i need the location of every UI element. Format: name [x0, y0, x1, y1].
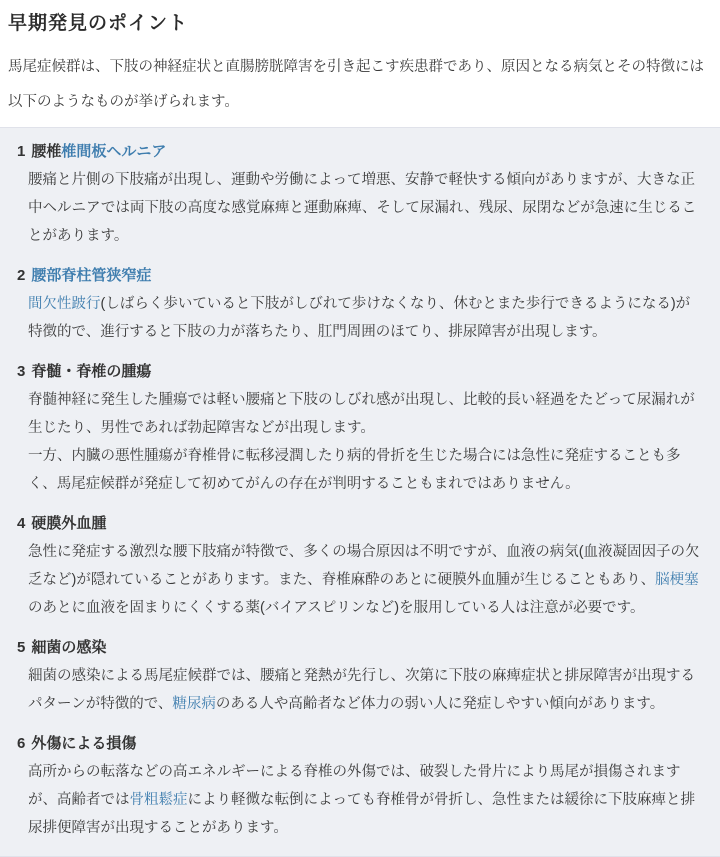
paragraph-text: 腰痛と片側の下肢痛が出現し、運動や労働によって増悪、安静で軽快する傾向がありますが、大きな正中ヘルニアでは両下肢の高度な感覚麻痺と運動麻痺、そして尿漏れ、残尿、尿閉などが急速に生じることがあります。 [28, 172, 697, 244]
paragraph-text: 高所からの転落などの高エネルギーによる脊椎の外傷では、破裂した骨片により馬尾が損傷されますが、高齢者では [28, 764, 681, 808]
cause-title: 細菌の感染 [31, 639, 107, 656]
cause-title-link[interactable]: 腰部脊柱管狭窄症 [31, 267, 152, 284]
cause-number: 4 [17, 515, 26, 532]
inline-link[interactable]: 骨粗鬆症 [129, 792, 188, 808]
cause-heading [17, 138, 704, 166]
cause-heading [17, 730, 704, 758]
cause-body [17, 290, 704, 346]
cause-body [17, 386, 704, 498]
paragraph-text: 細菌の感染による馬尾症候群では、腰痛と発熱が先行し、次第に下肢の麻痺症状と排尿障害が出現するパターンが特徴的で、 [28, 668, 695, 712]
paragraph-text: 脊髄神経に発生した腫瘍では軽い腰痛と下肢のしびれ感が出現し、比較的長い経過をたどって尿漏れが生じたり、男性であれば勃起障害などが出現します。 [28, 392, 695, 436]
cause-number: 3 [17, 363, 26, 380]
cause-heading [17, 358, 704, 386]
paragraph-text: (しばらく歩いていると下肢がしびれて歩けなくなり、休むとまた歩行できるようになる)が特徴的で、進行すると下肢の力が落ちたり、肛門周囲のほてり、排尿障害が出現します。 [28, 296, 691, 340]
cause-title: 外傷による損傷 [31, 735, 137, 752]
intro-paragraph: 馬尾症候群は、下肢の神経症状と直腸膀胱障害を引き起こす疾患群であり、原因となる病気とその特徴には以下のようなものが挙げられます。 [8, 59, 704, 110]
cause-number: 2 [17, 267, 26, 284]
causes-box [0, 127, 720, 857]
cause-number: 1 [17, 143, 26, 160]
inline-link[interactable]: 脳梗塞 [655, 572, 699, 588]
cause-body [17, 166, 704, 250]
cause-section [17, 262, 704, 346]
paragraph-text: により軽微な転倒によっても脊椎骨が骨折し、急性または緩徐に下肢麻痺と排尿排便障害が出現することがあります。 [28, 792, 695, 836]
cause-body [17, 538, 704, 622]
cause-body [17, 662, 704, 718]
cause-paragraph [28, 662, 704, 718]
cause-section [17, 510, 704, 622]
inline-link[interactable]: 間欠性跛行 [28, 296, 101, 312]
cause-paragraph [28, 386, 704, 442]
cause-number: 6 [17, 735, 26, 752]
cause-heading [17, 510, 704, 538]
cause-section [17, 730, 704, 842]
cause-title: 硬膜外血腫 [31, 515, 107, 532]
cause-body [17, 758, 704, 842]
cause-paragraph [28, 538, 704, 622]
cause-section [17, 138, 704, 250]
cause-title-link[interactable]: 椎間板ヘルニア [61, 143, 167, 160]
cause-section [17, 634, 704, 718]
paragraph-text: 急性に発症する激烈な腰下肢痛が特徴で、多くの場合原因は不明ですが、血液の病気(血液凝固因子の欠乏など)が隠れていることがあります。また、脊椎麻酔のあとに硬膜外血腫が生じることもあり、 [28, 544, 700, 588]
inline-link[interactable]: 糖尿病 [172, 696, 216, 712]
cause-paragraph [28, 166, 704, 250]
cause-heading [17, 634, 704, 662]
paragraph-text: のあとに血液を固まりにくくする薬(バイアスピリンなど)を服用している人は注意が必要です。 [28, 600, 645, 616]
cause-paragraph [28, 758, 704, 842]
page-title: 早期発見のポイント [8, 13, 189, 34]
cause-title: 腰椎 [31, 143, 62, 160]
cause-title: 脊髄・脊椎の腫瘍 [31, 363, 152, 380]
paragraph-text: のある人や高齢者など体力の弱い人に発症しやすい傾向があります。 [215, 696, 665, 712]
cause-heading [17, 262, 704, 290]
paragraph-text: 一方、内臓の悪性腫瘍が脊椎骨に転移浸潤したり病的骨折を生じた場合には急性に発症することも多く、馬尾症候群が発症して初めてがんの存在が判明することもまれではありません。 [28, 448, 681, 492]
cause-section [17, 358, 704, 498]
cause-paragraph [28, 290, 704, 346]
cause-paragraph [28, 442, 704, 498]
page-header [0, 0, 720, 120]
cause-number: 5 [17, 639, 26, 656]
